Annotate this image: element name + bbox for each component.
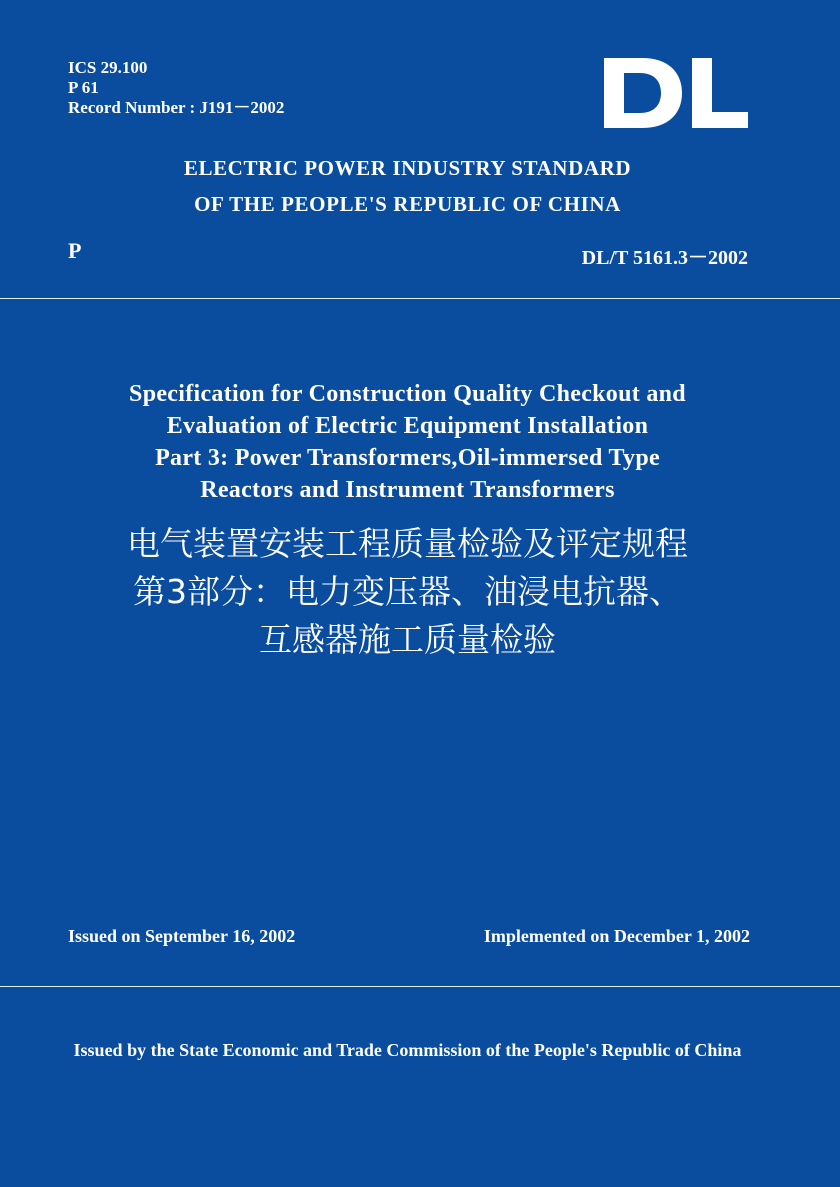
bottom-divider	[0, 986, 840, 987]
issuer: Issued by the State Economic and Trade Commission of the People's Republic of China	[73, 1040, 742, 1060]
dl-logo	[604, 58, 748, 128]
standard-number: DL/T 5161.3－2002	[581, 247, 748, 269]
record-number: Record Number : J191－2002	[68, 98, 285, 117]
title-en-line4: Reactors and Instrument Transformers	[200, 477, 615, 503]
issued-date: Issued on September 16, 2002	[68, 926, 296, 946]
p-class: P 61	[68, 78, 99, 97]
title-en-line1: Specification for Construction Quality Checkout and	[129, 381, 686, 407]
title-en-line3: Part 3: Power Transformers,Oil-immersed Type	[155, 445, 660, 471]
standard-title-line2: OF THE PEOPLE'S REPUBLIC OF CHINA	[194, 192, 621, 216]
standard-letter: P	[68, 238, 82, 263]
standard-title-line1: ELECTRIC POWER INDUSTRY STANDARD	[183, 156, 632, 180]
title-en-line2: Evaluation of Electric Equipment Installation	[166, 413, 649, 439]
ics-code: ICS 29.100	[68, 58, 148, 77]
title-cn-line1: 电气装置安装工程质量检验及评定规程	[127, 524, 688, 563]
implemented-date: Implemented on December 1, 2002	[483, 926, 750, 946]
top-divider	[0, 298, 840, 299]
title-cn-line2: 第3部分：电力变压器、油浸电抗器、	[133, 572, 682, 611]
title-cn-line3: 互感器施工质量检验	[259, 620, 556, 659]
